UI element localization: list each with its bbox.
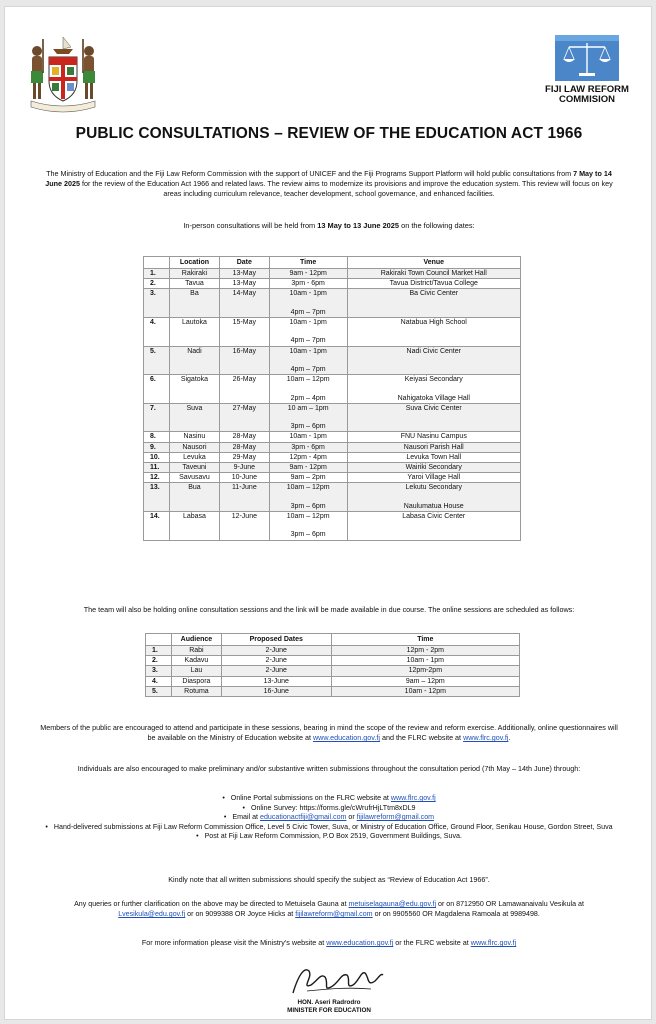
list-item-online-portal xyxy=(29,794,629,804)
more-info-flrc-link[interactable]: www.flrc.gov.fj xyxy=(470,938,517,947)
location-cell: Nausori xyxy=(169,442,219,452)
row-number: 9. xyxy=(144,442,170,452)
row-number: 2. xyxy=(146,656,172,666)
flrc-name-line2: COMMISION xyxy=(559,94,615,105)
venue-cell: Lekutu Secondary Naulumatua House xyxy=(347,483,520,512)
members-text-1: Members of the public are encouraged to attend and participate in these sessions, bearing in mind the scope of the review and reform exercise. Additionally, online questionnaires will be available on the Ministry of Education website at xyxy=(40,723,618,742)
table-row xyxy=(144,289,521,318)
venue-cell: Wairiki Secondary xyxy=(347,463,520,473)
date-cell: 26-May xyxy=(219,375,269,404)
more-info-education-link[interactable]: www.education.gov.fj xyxy=(326,938,394,947)
flrc-name-line1: FIJI LAW REFORM xyxy=(545,84,629,95)
time-cell: 10am – 12pm 3pm – 6pm xyxy=(269,483,347,512)
table-row xyxy=(144,375,521,404)
time-cell: 10am - 1pm xyxy=(331,656,519,666)
location-cell: Levuka xyxy=(169,452,219,462)
proposed-date-cell: 13-June xyxy=(221,676,331,686)
lead-text-1: In-person consultations will be held from xyxy=(183,221,318,230)
subject-note-paragraph: Kindly note that all written submissions should specify the subject as “Review of Education Act 1966”. xyxy=(168,875,490,884)
venue-cell: Rakiraki Town Council Market Hall xyxy=(347,269,520,279)
signatory-block xyxy=(5,999,653,1015)
table-row xyxy=(144,442,521,452)
audience-cell: Kadavu xyxy=(171,656,221,666)
intro-dates: 7 May to 14 June 2025 xyxy=(45,169,612,188)
table-row xyxy=(144,432,521,442)
vesikula-email-link[interactable]: Lvesikula@edu.gov.fj xyxy=(118,910,186,918)
proposed-date-cell: 2-June xyxy=(221,666,331,676)
time-cell: 10am - 1pm 4pm – 7pm xyxy=(269,318,347,347)
row-number: 3. xyxy=(144,289,170,318)
email-text: Email at xyxy=(232,813,260,822)
proposed-date-cell: 16-June xyxy=(221,686,331,696)
venue-cell: FNU Nasinu Campus xyxy=(347,432,520,442)
more-info-text-2: or the FLRC website at xyxy=(393,938,471,947)
col-header-proposed-dates: Proposed Dates xyxy=(221,634,331,646)
location-cell: Nasinu xyxy=(169,432,219,442)
location-cell: Taveuni xyxy=(169,463,219,473)
intro-text-1: The Ministry of Education and the Fiji Law Reform Commission with the support of UNICEF and the Fiji Programs Support Platform will hold public consultations from xyxy=(46,169,574,178)
table-header-row xyxy=(146,634,520,646)
col-header-time: Time xyxy=(331,634,519,646)
location-cell: Nadi xyxy=(169,346,219,375)
date-cell: 14-May xyxy=(219,289,269,318)
date-cell: 16-May xyxy=(219,346,269,375)
venue-cell: Keiyasi Secondary Nahigatoka Village Hall xyxy=(347,375,520,404)
flrc-logo-block xyxy=(537,35,637,117)
date-cell: 28-May xyxy=(219,432,269,442)
table-row xyxy=(144,483,521,512)
col-header-time: Time xyxy=(269,257,347,269)
queries-paragraph xyxy=(65,899,593,919)
hicks-email-link[interactable]: fijilawreform@gmail.com xyxy=(295,910,373,918)
intro-paragraph xyxy=(39,169,619,199)
row-number: 5. xyxy=(146,686,172,696)
inperson-table-body xyxy=(144,269,521,541)
col-header-number xyxy=(146,634,172,646)
page-title: PUBLIC CONSULTATIONS – REVIEW OF THE EDUCATION ACT 1966 xyxy=(75,125,583,142)
time-cell: 12pm - 4pm xyxy=(269,452,347,462)
date-cell: 13-May xyxy=(219,269,269,279)
time-cell: 3pm - 6pm xyxy=(269,442,347,452)
row-number: 14. xyxy=(144,512,170,541)
row-number: 2. xyxy=(144,279,170,289)
venue-cell: Suva Civic Center xyxy=(347,403,520,432)
table-row xyxy=(144,269,521,279)
time-cell: 10am - 1pm 4pm – 7pm xyxy=(269,346,347,375)
table-row xyxy=(144,463,521,473)
education-act-email-link[interactable]: educationactfiji@gmail.com xyxy=(260,813,347,822)
list-item-hand-delivered xyxy=(29,823,629,833)
time-cell: 9am – 2pm xyxy=(269,473,347,483)
inperson-schedule-table xyxy=(143,256,521,541)
minister-signature xyxy=(287,963,387,999)
fiji-coat-of-arms-logo xyxy=(25,33,101,113)
time-cell: 10am – 12pm 3pm – 6pm xyxy=(269,512,347,541)
portal-text: Online Portal submissions on the FLRC website at xyxy=(230,794,391,802)
location-cell: Bua xyxy=(169,483,219,512)
lead-dates: 13 May to 13 June 2025 xyxy=(317,221,400,230)
row-number: 5. xyxy=(144,346,170,375)
row-number: 6. xyxy=(144,375,170,404)
location-cell: Ba xyxy=(169,289,219,318)
col-header-audience: Audience xyxy=(171,634,221,646)
members-text-3: . xyxy=(508,733,511,742)
row-number: 12. xyxy=(144,473,170,483)
col-header-venue: Venue xyxy=(347,257,520,269)
row-number: 3. xyxy=(146,666,172,676)
list-item-post xyxy=(29,832,629,842)
hand-delivered-text: Hand-delivered submissions at Fiji Law Reform Commission Office, Level 5 Civic Tower, Suva, or Ministry of Education Office, Ground Floor, Senikau House, Gordon Street, Suva xyxy=(53,822,613,831)
proposed-date-cell: 2-June xyxy=(221,656,331,666)
flrc-portal-link[interactable]: www.flrc.gov.fj xyxy=(390,794,436,802)
proposed-date-cell: 2-June xyxy=(221,646,331,656)
table-header-row xyxy=(144,257,521,269)
audience-cell: Lau xyxy=(171,666,221,676)
time-cell: 9am - 12pm xyxy=(269,269,347,279)
submission-methods-list xyxy=(29,794,629,842)
date-cell: 9-June xyxy=(219,463,269,473)
more-info-paragraph xyxy=(39,938,619,947)
table-row xyxy=(146,646,520,656)
queries-text-4: or on 9905560 OR Magdalena Ramoala at 9989498. xyxy=(372,910,540,918)
online-table-body xyxy=(146,646,520,697)
row-number: 4. xyxy=(146,676,172,686)
venue-cell: Yaroi Village Hall xyxy=(347,473,520,483)
survey-text: Online Survey: https://forms.gle/cWrufrHjLTtm8xDL9 xyxy=(250,803,416,812)
queries-text-1: Any queries or further clarification on the above may be directed to Metuisela Gauna at xyxy=(74,900,349,908)
location-cell: Sigatoka xyxy=(169,375,219,404)
audience-cell: Rabi xyxy=(171,646,221,656)
col-header-location: Location xyxy=(169,257,219,269)
time-cell: 10am - 1pm 4pm – 7pm xyxy=(269,289,347,318)
table-row xyxy=(146,666,520,676)
row-number: 1. xyxy=(144,269,170,279)
time-cell: 12pm-2pm xyxy=(331,666,519,676)
queries-text-2: or on 8712950 OR Lamawanaivalu Vesikula at xyxy=(436,900,584,908)
table-row xyxy=(144,403,521,432)
queries-text-3: or on 9099388 OR Joyce Hicks at xyxy=(185,910,296,918)
date-cell: 29-May xyxy=(219,452,269,462)
audience-cell: Rotuma xyxy=(171,686,221,696)
date-cell: 12-June xyxy=(219,512,269,541)
intro-text-2: for the review of the Education Act 1966 and related laws. The review aims to modernize its provisions and improve the education system. This review will focus on key areas including curriculum relevance, teacher development, school governance, and enhanced facilities. xyxy=(80,179,613,198)
table-row xyxy=(144,473,521,483)
table-row xyxy=(144,346,521,375)
row-number: 4. xyxy=(144,318,170,347)
row-number: 7. xyxy=(144,403,170,432)
table-row xyxy=(146,676,520,686)
col-header-number xyxy=(144,257,170,269)
table-row xyxy=(146,686,520,696)
date-cell: 27-May xyxy=(219,403,269,432)
date-cell: 10-June xyxy=(219,473,269,483)
time-cell: 10am - 1pm xyxy=(269,432,347,442)
location-cell: Tavua xyxy=(169,279,219,289)
venue-cell: Nausori Parish Hall xyxy=(347,442,520,452)
table-row xyxy=(146,656,520,666)
time-cell: 10am – 12pm 2pm – 4pm xyxy=(269,375,347,404)
time-cell: 10 am – 1pm 3pm – 6pm xyxy=(269,403,347,432)
post-text: Post at Fiji Law Reform Commission, P.O Box 2519, Government Buildings, Suva. xyxy=(204,832,462,841)
more-info-text-1: For more information please visit the Ministry’s website at xyxy=(141,938,327,947)
time-cell: 10am - 12pm xyxy=(331,686,519,696)
gauna-email-link[interactable]: metuiselagauna@edu.gov.fj xyxy=(348,900,437,908)
table-row xyxy=(144,512,521,541)
row-number: 13. xyxy=(144,483,170,512)
table-row xyxy=(144,279,521,289)
location-cell: Lautoka xyxy=(169,318,219,347)
individuals-paragraph: Individuals are also encouraged to make preliminary and/or substantive written submissions throughout the consultation period (7th May – 14th June) through: xyxy=(77,764,581,773)
online-sessions-paragraph: The team will also be holding online consultation sessions and the link will be made available in due course. The online sessions are scheduled as follows: xyxy=(83,605,575,614)
location-cell: Labasa xyxy=(169,512,219,541)
location-cell: Rakiraki xyxy=(169,269,219,279)
inperson-lead xyxy=(45,221,613,230)
signatory-name: HON. Aseri Radrodro xyxy=(297,999,361,1006)
scales-of-justice-logo xyxy=(555,35,619,81)
members-paragraph xyxy=(39,723,619,743)
row-number: 10. xyxy=(144,452,170,462)
date-cell: 15-May xyxy=(219,318,269,347)
education-website-link[interactable]: www.education.gov.fj xyxy=(312,733,380,742)
table-row xyxy=(144,318,521,347)
email-or: or xyxy=(346,813,357,822)
col-header-date: Date xyxy=(219,257,269,269)
venue-cell: Labasa Civic Center xyxy=(347,512,520,541)
notice-page xyxy=(4,6,652,1020)
row-number: 1. xyxy=(146,646,172,656)
row-number: 8. xyxy=(144,432,170,442)
date-cell: 28-May xyxy=(219,442,269,452)
list-item-online-survey xyxy=(29,804,629,814)
time-cell: 9am – 12pm xyxy=(331,676,519,686)
location-cell: Suva xyxy=(169,403,219,432)
members-text-2: and the FLRC website at xyxy=(379,733,464,742)
date-cell: 11-June xyxy=(219,483,269,512)
venue-cell: Natabua High School xyxy=(347,318,520,347)
fiji-law-reform-email-link[interactable]: fijilawreform@gmail.com xyxy=(356,813,435,822)
location-cell: Savusavu xyxy=(169,473,219,483)
online-schedule-table xyxy=(145,633,520,697)
venue-cell: Ba Civic Center xyxy=(347,289,520,318)
table-row xyxy=(144,452,521,462)
time-cell: 9am - 12pm xyxy=(269,463,347,473)
signatory-title: MINISTER FOR EDUCATION xyxy=(287,1007,371,1014)
time-cell: 12pm - 2pm xyxy=(331,646,519,656)
time-cell: 3pm - 6pm xyxy=(269,279,347,289)
venue-cell: Levuka Town Hall xyxy=(347,452,520,462)
venue-cell: Tavua District/Tavua College xyxy=(347,279,520,289)
lead-text-2: on the following dates: xyxy=(399,221,475,230)
date-cell: 13-May xyxy=(219,279,269,289)
venue-cell: Nadi Civic Center xyxy=(347,346,520,375)
audience-cell: Diaspora xyxy=(171,676,221,686)
flrc-website-link[interactable]: www.flrc.gov.fj xyxy=(463,733,509,742)
row-number: 11. xyxy=(144,463,170,473)
list-item-email xyxy=(29,813,629,823)
